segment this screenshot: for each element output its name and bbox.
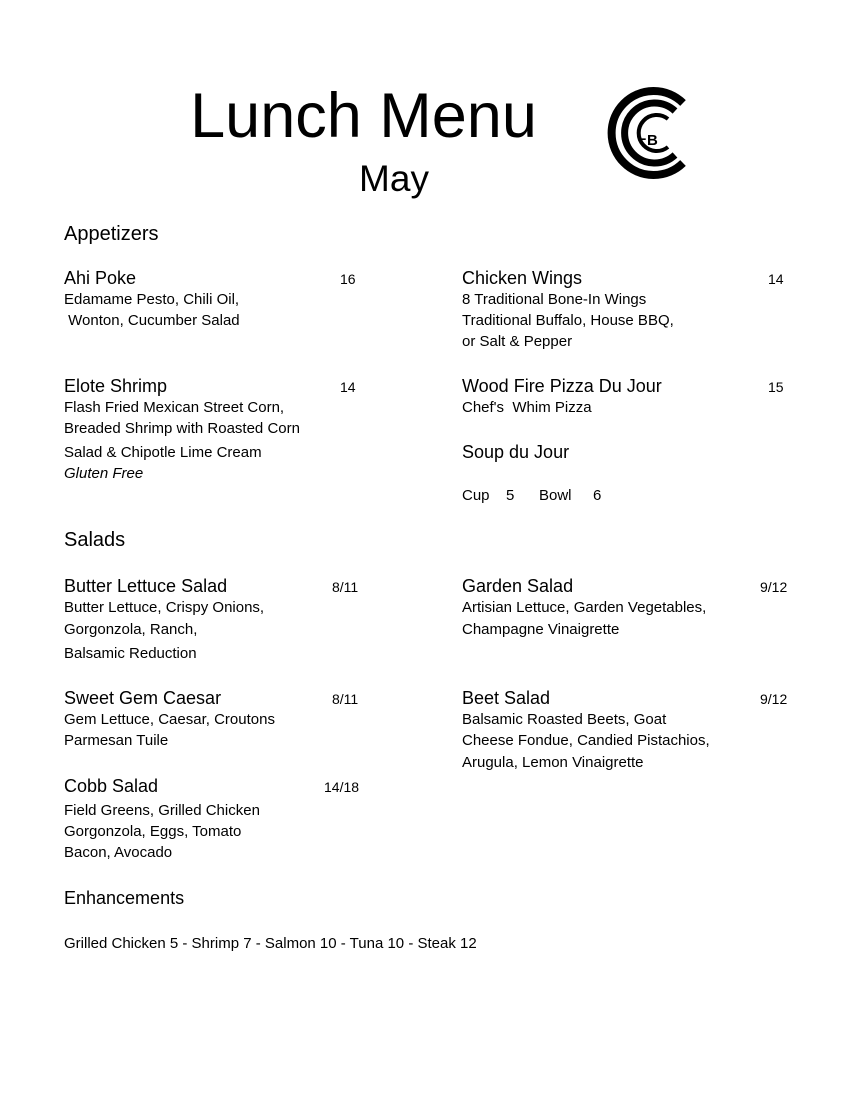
- item-desc-cobb-salad: Bacon, Avocado: [64, 844, 173, 861]
- item-desc-beet-salad: Balsamic Roasted Beets, Goat: [462, 711, 667, 728]
- item-desc-sweet-gem-caesar: Parmesan Tuile: [64, 732, 169, 749]
- item-desc-cobb-salad: Field Greens, Grilled Chicken: [64, 802, 260, 819]
- item-name-garden-salad: Garden Salad: [462, 576, 574, 596]
- item-note-gluten-free: Gluten Free: [64, 465, 144, 482]
- page-subtitle: May: [359, 158, 429, 199]
- item-price-butter-lettuce-salad: 8/11: [332, 579, 359, 595]
- item-price-garden-salad: 9/12: [760, 579, 788, 595]
- item-name-cobb-salad: Cobb Salad: [64, 776, 159, 796]
- soup-cup-label: Cup: [462, 487, 490, 504]
- item-desc-elote-shrimp: Salad & Chipotle Lime Cream: [64, 444, 262, 461]
- item-desc-pizza: Chef's Whim Pizza: [462, 399, 592, 416]
- section-heading-salads: Salads: [64, 529, 126, 551]
- item-price-cobb-salad: 14/18: [324, 779, 360, 795]
- item-desc-beet-salad: Arugula, Lemon Vinaigrette: [462, 754, 644, 771]
- item-desc-chicken-wings: 8 Traditional Bone-In Wings: [462, 291, 647, 308]
- item-desc-butter-lettuce-salad: Balsamic Reduction: [64, 645, 197, 662]
- item-desc-butter-lettuce-salad: Butter Lettuce, Crispy Onions,: [64, 599, 265, 616]
- item-desc-elote-shrimp: Flash Fried Mexican Street Corn,: [64, 399, 285, 416]
- item-name-pizza: Wood Fire Pizza Du Jour: [462, 376, 662, 396]
- item-desc-ahi-poke: Edamame Pesto, Chili Oil,: [64, 291, 240, 308]
- item-name-ahi-poke: Ahi Poke: [64, 268, 137, 288]
- item-desc-sweet-gem-caesar: Gem Lettuce, Caesar, Croutons: [64, 711, 275, 728]
- item-desc-elote-shrimp: Breaded Shrimp with Roasted Corn: [64, 420, 300, 437]
- item-name-chicken-wings: Chicken Wings: [462, 268, 583, 288]
- soup-bowl-price: 6: [593, 487, 602, 504]
- item-price-pizza: 15: [768, 379, 784, 395]
- item-price-ahi-poke: 16: [340, 271, 356, 287]
- svg-text:L: L: [637, 127, 647, 144]
- item-desc-ahi-poke: Wonton, Cucumber Salad: [64, 312, 240, 329]
- item-price-beet-salad: 9/12: [760, 691, 788, 707]
- page-title: Lunch Menu: [190, 81, 537, 151]
- item-name-elote-shrimp: Elote Shrimp: [64, 376, 168, 396]
- enhancements-list: Grilled Chicken 5 - Shrimp 7 - Salmon 10 - Tuna 10 - Steak 12: [64, 935, 477, 952]
- item-name-sweet-gem-caesar: Sweet Gem Caesar: [64, 688, 222, 708]
- item-desc-cobb-salad: Gorgonzola, Eggs, Tomato: [64, 823, 242, 840]
- soup-bowl-label: Bowl: [539, 487, 572, 504]
- soup-cup-price: 5: [506, 487, 515, 504]
- item-name-soup: Soup du Jour: [462, 442, 570, 462]
- item-desc-garden-salad: Artisian Lettuce, Garden Vegetables,: [462, 599, 707, 616]
- svg-text:B: B: [647, 132, 658, 149]
- clb-monogram-logo: [597, 84, 693, 182]
- item-price-chicken-wings: 14: [768, 271, 784, 287]
- item-desc-garden-salad: Champagne Vinaigrette: [462, 621, 620, 638]
- item-price-sweet-gem-caesar: 8/11: [332, 691, 359, 707]
- clb-logo-icon: [597, 84, 693, 182]
- item-desc-butter-lettuce-salad: Gorgonzola, Ranch,: [64, 621, 198, 638]
- section-heading-appetizers: Appetizers: [64, 223, 159, 245]
- item-desc-beet-salad: Cheese Fondue, Candied Pistachios,: [462, 732, 710, 749]
- section-heading-enhancements: Enhancements: [64, 888, 185, 908]
- item-desc-chicken-wings: or Salt & Pepper: [462, 333, 573, 350]
- item-desc-chicken-wings: Traditional Buffalo, House BBQ,: [462, 312, 674, 329]
- item-price-elote-shrimp: 14: [340, 379, 356, 395]
- item-name-butter-lettuce-salad: Butter Lettuce Salad: [64, 576, 228, 596]
- item-name-beet-salad: Beet Salad: [462, 688, 551, 708]
